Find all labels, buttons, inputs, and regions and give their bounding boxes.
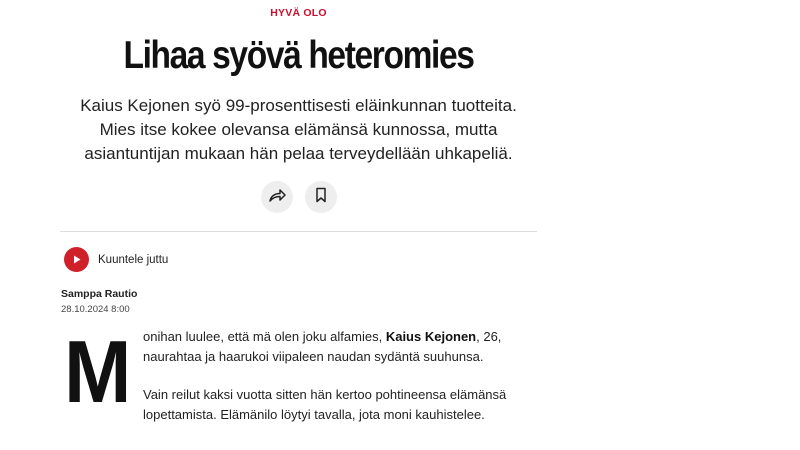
body-paragraph-1-end: , 26, naurahtaa ja haarukoi viipaleen naudan sydäntä suuhunsa. xyxy=(143,329,502,364)
share-arrow-icon xyxy=(268,187,286,208)
bookmark-icon xyxy=(314,187,328,208)
person-name-bold: Kaius Kejonen xyxy=(385,329,477,344)
divider xyxy=(60,231,537,232)
lead-paragraph: Kaius Kejonen syö 99-prosenttisesti eläinkunnan tuotteita. Mies itse kokee olevansa elämänsä kunnossa, mutta asiantuntijan mukaan hän pelaa terveydellään uhkapeliä. xyxy=(80,96,517,163)
body-paragraph-1-start: onihan luulee, että mä olen joku alfamies, xyxy=(143,329,386,344)
play-icon xyxy=(64,247,89,272)
bookmark-button[interactable] xyxy=(305,181,337,213)
author-name[interactable]: Samppa Rautio xyxy=(61,288,138,300)
headline: Lihaa syövä heteromies xyxy=(123,34,474,77)
body-paragraph-1 xyxy=(143,327,563,367)
listen-button[interactable] xyxy=(64,247,168,272)
publish-date: 28.10.2024 8:00 xyxy=(61,304,130,315)
section-kicker[interactable]: HYVÄ OLO xyxy=(270,7,327,19)
share-button[interactable] xyxy=(261,181,293,213)
article-actions xyxy=(60,181,537,213)
body-paragraph-2: Vain reilut kaksi vuotta sitten hän kertoo pohtineensa elämänsä lopettamista. Elämänilo löytyi tavalla, jota moni kauhistelee. xyxy=(143,387,507,422)
drop-cap: M xyxy=(64,322,132,421)
listen-label: Kuuntele juttu xyxy=(98,253,169,266)
